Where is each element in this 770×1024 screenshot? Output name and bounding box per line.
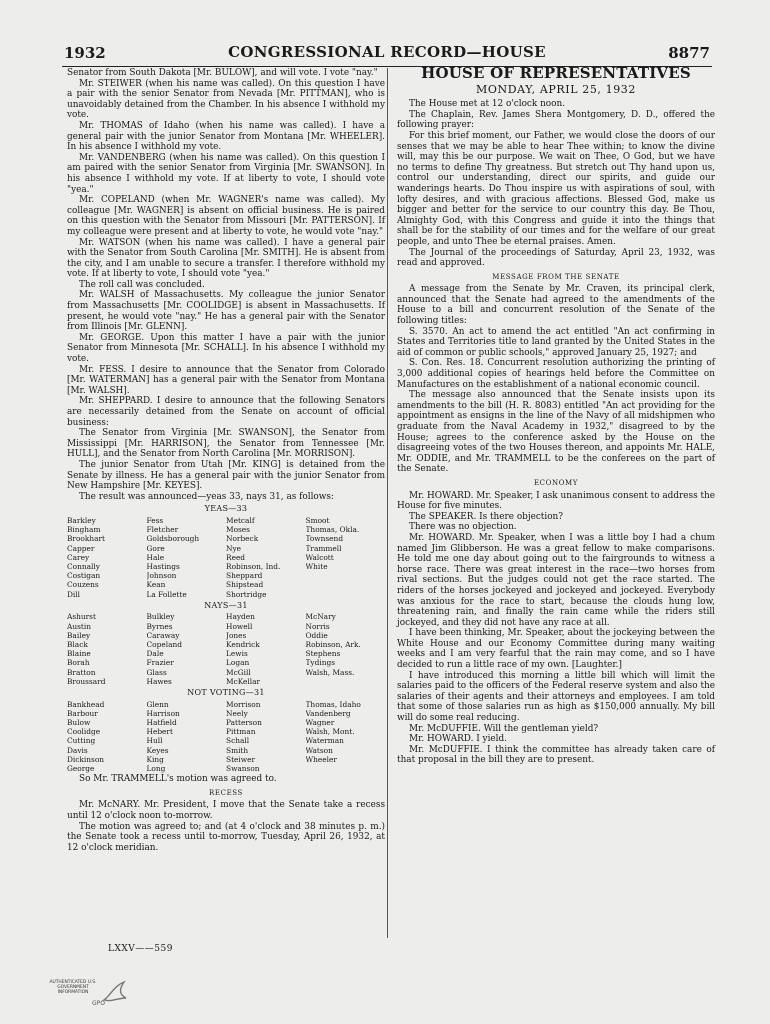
yeas-heading: YEAS—33 [204, 504, 248, 514]
paragraph: A message from the Senate by Mr. Craven, its principal clerk, announced that the Senate had agreed to the amendments of the House to a bill and concurrent resolution of the Senate of the following titles: [397, 284, 715, 327]
senator-name: White [305, 561, 328, 571]
senator-name [306, 590, 386, 599]
senator-name: Austin [67, 621, 91, 631]
paragraph: The Chaplain, Rev. James Shera Montgomery, D. D., offered the following prayer: [397, 109, 715, 131]
senator-name: Walsh, Mass. [305, 667, 355, 677]
paragraph: The motion was agreed to; and (at 4 o'clock and 38 minutes p. m.) the Senate took a recess until to-morrow, Tuesday, April 26, 1932, at 12 o'clock meridian. [67, 821, 385, 853]
senator-name: Bingham [67, 525, 101, 535]
paragraph: The House met at 12 o'clock noon. [409, 99, 566, 110]
senator-name [306, 764, 386, 773]
senator-name: Hayden [226, 612, 255, 622]
senator-name: Jones [226, 630, 247, 640]
senator-name: Robinson, Ark. [305, 639, 361, 649]
senator-name: Goldsborough [146, 534, 200, 544]
paragraph: Mr. SHEPPARD. I desire to announce that the following Senators are necessarily detained from the Senate on account of official business: [67, 396, 385, 428]
senator-name: Neely [226, 708, 248, 718]
senator-name: Hebert [146, 727, 173, 737]
paragraph: The Journal of the proceedings of Saturday, April 23, 1932, was read and approved. [397, 247, 715, 269]
paragraph: The SPEAKER. Is there objection? [409, 511, 564, 522]
senator-name: La Follette [146, 589, 187, 599]
paragraph: For this brief moment, our Father, we would close the doors of our senses that we may be able to hear Thee within; to know the divine will, may this be our purpose. We wait on Thee, O God, but we have no terms to define Thy greatness. But stretch out Thy hand upon us, control our understanding, direct our spirits, and guide our wanderings hearts. Do Thou inspire us with aspirations of soul, with lofty desires, and with gracious affections. Blessed God, make us bigger and better for the service to our country this day. Be Thou, Almighty God, with this Congress and guide it into the things that shall be for the stability of our times and for the welfare of our great people, and unto Thee be eternal praises. Amen. [397, 130, 715, 247]
senator-name: Borah [67, 658, 90, 668]
senator-name: Sheppard [226, 571, 263, 581]
senator-name: Black [67, 639, 88, 649]
senator-name: Dickinson [67, 754, 105, 764]
senator-name [306, 580, 386, 589]
economy-section [397, 491, 715, 766]
senator-name: Smith [226, 745, 249, 755]
paragraph: Mr. WALSH of Massachusetts. My colleague the junior Senator from Massachusetts [Mr. COOLIDGE] is absent in Massachusetts. If present, he would vote "nay." He has a general pair with the Senator from Illinois [Mr. GLENN]. [67, 290, 385, 333]
paragraph: S. Con. Res. 18. Concurrent resolution authorizing the printing of 3,000 additional copies of hearings held before the Committee on Manufactures on the establishment of a national economic council. [397, 358, 715, 390]
senator-name: Costigan [67, 571, 101, 581]
senator-name: Byrnes [146, 621, 173, 631]
paragraph: Mr. THOMAS of Idaho (when his name was called). I have a general pair with the junior Senator from Montana [Mr. WHEELER]. In his absence I withhold my vote. [67, 120, 385, 153]
senator-name: Moses [226, 525, 250, 535]
senator-name: Connally [67, 561, 100, 571]
senator-name: Gore [146, 543, 165, 553]
senator-name: Trammell [305, 543, 342, 553]
paragraph: Mr. HOWARD. I yield. [409, 734, 507, 745]
section-title: HOUSE OF REPRESENTATIVES [421, 64, 691, 82]
senator-name: Hatfield [146, 717, 177, 727]
gpo-authentication-seal [44, 978, 136, 1012]
paragraph: There was no objection. [409, 522, 517, 533]
senator-name: Frazier [146, 658, 174, 668]
senator-name: Bulkley [146, 612, 175, 622]
senator-name [306, 571, 386, 580]
paragraph: Mr. VANDENBERG (when his name was called). On this question I am paired with the senior Senator from Virginia [Mr. SWANSON]. In his absence I withhold my vote. If at liberty to vote, I should vote "yea." [67, 152, 385, 195]
senator-name: Fletcher [146, 525, 179, 535]
page-number: 8877 [668, 44, 710, 62]
senator-name: Robinson, Ind. [226, 561, 281, 571]
senator-name: Glenn [146, 699, 169, 709]
page-title: CONGRESSIONAL RECORD—HOUSE [228, 43, 546, 61]
senator-name: Fess [146, 515, 164, 525]
senator-name: McNary [305, 612, 336, 622]
session-date: MONDAY, APRIL 25, 1932 [475, 82, 637, 96]
signature-code: LXXV——559 [108, 944, 173, 954]
senator-name: Blaine [67, 649, 91, 659]
senator-name: Walsh, Mont. [305, 727, 355, 737]
paragraph: Mr. McDUFFIE. I think the committee has already taken care of that proposal in the bill they are to present. [397, 744, 715, 766]
senator-name: Bulow [67, 717, 91, 727]
senator-name: Bailey [67, 630, 91, 640]
senator-name: Hawes [146, 676, 172, 686]
right-column [397, 64, 715, 766]
page-header [62, 40, 712, 67]
senator-name: Watson [305, 745, 333, 755]
senate-proceedings [67, 68, 385, 502]
senator-name: Morrison [226, 699, 261, 709]
senator-name: Reed [226, 552, 246, 562]
nays-heading: NAYS—31 [204, 600, 248, 610]
senator-name: Capper [67, 543, 95, 553]
senator-name: Thomas, Okla. [305, 525, 360, 535]
paragraph: The junior Senator from Utah [Mr. KING] is detained from the Senate by illness. He has a general pair with the junior Senator from New Hampshire [Mr. KEYES]. [67, 459, 385, 492]
senator-name: Barbour [67, 708, 98, 718]
senator-name: Schall [226, 736, 250, 746]
senator-name: Long [146, 764, 166, 773]
paragraph: The roll call was concluded. [79, 279, 205, 290]
senator-name: Steiwer [226, 754, 256, 764]
senator-name: Kean [146, 580, 166, 590]
senator-name: Coolidge [67, 727, 101, 737]
senator-name: Lewis [226, 649, 248, 659]
paragraph: Mr. FESS. I desire to announce that the Senator from Colorado [Mr. WATERMAN] has a general pair with the Senator from Montana [Mr. WALSH]. [67, 364, 385, 396]
paragraph: Mr. GEORGE. Upon this matter I have a pair with the junior Senator from Minnesota [Mr. SCHALL]. In his absence I withhold my vote. [67, 332, 385, 365]
paragraph: Mr. STEIWER (when his name was called). On this question I have a pair with the senior Senator from Nevada [Mr. PITTMAN], who is unavoidably detained from the Chamber. In his absence I withhold my vote. [67, 78, 385, 121]
senator-name: Keyes [146, 745, 169, 755]
senator-name: Davis [67, 745, 88, 755]
senator-name: Harrison [146, 708, 180, 718]
senator-name: Dill [67, 589, 81, 599]
message-section [397, 284, 715, 475]
paragraph: Mr. WATSON (when his name was called). I have a general pair with the Senator from South Carolina [Mr. SMITH]. He is absent from the city, and I am unable to secure a transfer. I therefore withhold my vote. If at liberty to vote, I should vote "yea." [67, 237, 385, 280]
paragraph: Mr. COPELAND (when Mr. WAGNER's name was called). My colleague [Mr. WAGNER] is absent on official business. He is paired on this question with the Senator from Missouri [Mr. PATTERSON]. If my colleague were present and at liberty to vote, he would vote "nay." [67, 195, 385, 237]
yeas-list [67, 516, 385, 599]
senator-name: Johnson [146, 571, 177, 581]
senator-name: Shipstead [226, 580, 264, 590]
paragraph: Mr. McDUFFIE. Will the gentleman yield? [409, 723, 599, 734]
nays-list [67, 612, 385, 686]
motion-result: So Mr. TRAMMELL's motion was agreed to. [79, 774, 277, 785]
senator-name: Couzens [67, 580, 99, 590]
senator-name: Metcalf [226, 515, 255, 525]
senator-name: Ashurst [67, 612, 96, 622]
not-voting-heading: NOT VOTING—31 [187, 687, 265, 697]
senator-name: Nye [226, 543, 242, 553]
senator-name: Bankhead [67, 699, 105, 709]
senator-name: McGill [226, 667, 251, 677]
senator-name: Brookhart [67, 534, 106, 544]
senator-name: Caraway [146, 630, 180, 640]
senator-name [306, 677, 386, 686]
senator-name: Pittman [226, 727, 256, 737]
senator-name: Bratton [67, 667, 96, 677]
senator-name: Logan [226, 658, 250, 668]
paragraph: I have been thinking, Mr. Speaker, about the jockeying between the White House and our Economy Committee during many waiting weeks and I am very fearful that the rain may come, and so I have decided to run a little race of my own. [Laughter.] [397, 628, 715, 671]
senator-name: Waterman [305, 736, 344, 746]
senator-name: Tydings [305, 658, 335, 668]
senator-name: King [146, 754, 164, 764]
senator-name: Shortridge [226, 589, 267, 599]
message-heading: MESSAGE FROM THE SENATE [492, 272, 620, 281]
paragraph: The result was announced—yeas 33, nays 31, as follows: [79, 491, 334, 502]
senator-name: McKellar [226, 676, 261, 686]
senator-name: Thomas, Idaho [305, 699, 361, 709]
economy-heading: ECONOMY [533, 478, 579, 487]
senator-name: Hull [146, 736, 163, 746]
not-voting-list [67, 700, 385, 774]
senator-name: Swanson [226, 764, 260, 773]
senator-name: Norris [305, 621, 330, 631]
senator-name: Dale [146, 649, 164, 659]
gpo-seal-text: AUTHENTICATED U.S. GOVERNMENT INFORMATION [49, 980, 97, 995]
paragraph: Senator from South Dakota [Mr. BULOW], and will vote. I vote "nay." [67, 68, 378, 78]
senator-name: Townsend [305, 534, 344, 544]
senator-name: George [67, 764, 95, 773]
senator-name: Patterson [226, 717, 262, 727]
column-divider [387, 68, 388, 938]
senator-name: Walcott [305, 552, 334, 562]
paragraph: I have introduced this morning a little bill which will limit the salaries paid to the officers of the Federal reserve system and also the salaries of their agents and their attorneys and employees. I am told that some of those salaries run as high as $150,000 annually. My bill will do some real reducing. [397, 670, 715, 724]
senator-name: Vandenberg [305, 708, 351, 718]
senator-name: Copeland [146, 639, 182, 649]
senator-name: Glass [146, 667, 167, 677]
senator-name: Wheeler [305, 754, 337, 764]
paragraph: Mr. McNARY. Mr. President, I move that the Senate take a recess until 12 o'clock noon to-morrow. [67, 800, 385, 821]
page-year: 1932 [64, 44, 106, 62]
senator-name: Kendrick [226, 639, 260, 649]
senator-name: Oddie [305, 630, 328, 640]
gpo-label: GPO [92, 1000, 105, 1007]
senator-name: Howell [226, 621, 253, 631]
senator-name: Broussard [67, 676, 106, 686]
paragraph: The Senator from Virginia [Mr. SWANSON], the Senator from Mississippi [Mr. HARRISON], the Senator from Tennessee [Mr. HULL], and the Senator from North Carolina [Mr. MORRISON]. [67, 428, 385, 460]
paragraph: The message also announced that the Senate insists upon its amendments to the bill (H. R. 8083) entitled "An act providing for the appointment as ensigns in the line of the Navy of all midshipmen who graduate from the Naval Academy in 1932," disagreed to by the House; agrees to the conference asked by the House on the disagreeing votes of the two Houses thereon, and appoints Mr. HALE, Mr. ODDIE, and Mr. TRAMMELL to be the conferees on the part of the Senate. [397, 390, 715, 475]
senator-name: Norbeck [226, 534, 259, 544]
left-column [67, 68, 385, 853]
senator-name: Hale [146, 552, 165, 562]
senator-name: Carey [67, 552, 90, 562]
paragraph: S. 3570. An act to amend the act entitled "An act confirming in States and Territories title to land granted by the United States in the aid of common or public schools," approved January 25, 1927; and [397, 326, 715, 358]
senator-name: Smoot [305, 515, 330, 525]
senator-name: Barkley [67, 515, 96, 525]
senator-name: Stephens [305, 649, 341, 659]
senator-name: Wagner [305, 717, 335, 727]
recess-section [67, 800, 385, 853]
senator-name: Hastings [146, 561, 180, 571]
senator-name: Cutting [67, 736, 96, 746]
recess-heading: RECESS [209, 788, 243, 797]
paragraph: Mr. HOWARD. Mr. Speaker, when I was a little boy I had a chum named Jim Glibberson. He was a great fellow to make comparisons. He told me one day about going out to the fairgrounds to witness a horse race. There was great interest in the race—two horses from rival sections. But the judges could not get the race started. The riders of the horses jockeyed and jockeyed and jockeyed. Everybody was anxious for the race to start, because the clouds hung low, threatening rain, and finally the rain came while the riders still jockeyed, and they did not have any race at all. [397, 532, 715, 628]
opening-section [397, 99, 715, 269]
paragraph: Mr. HOWARD. Mr. Speaker, I ask unanimous consent to address the House for five minutes. [397, 490, 715, 512]
